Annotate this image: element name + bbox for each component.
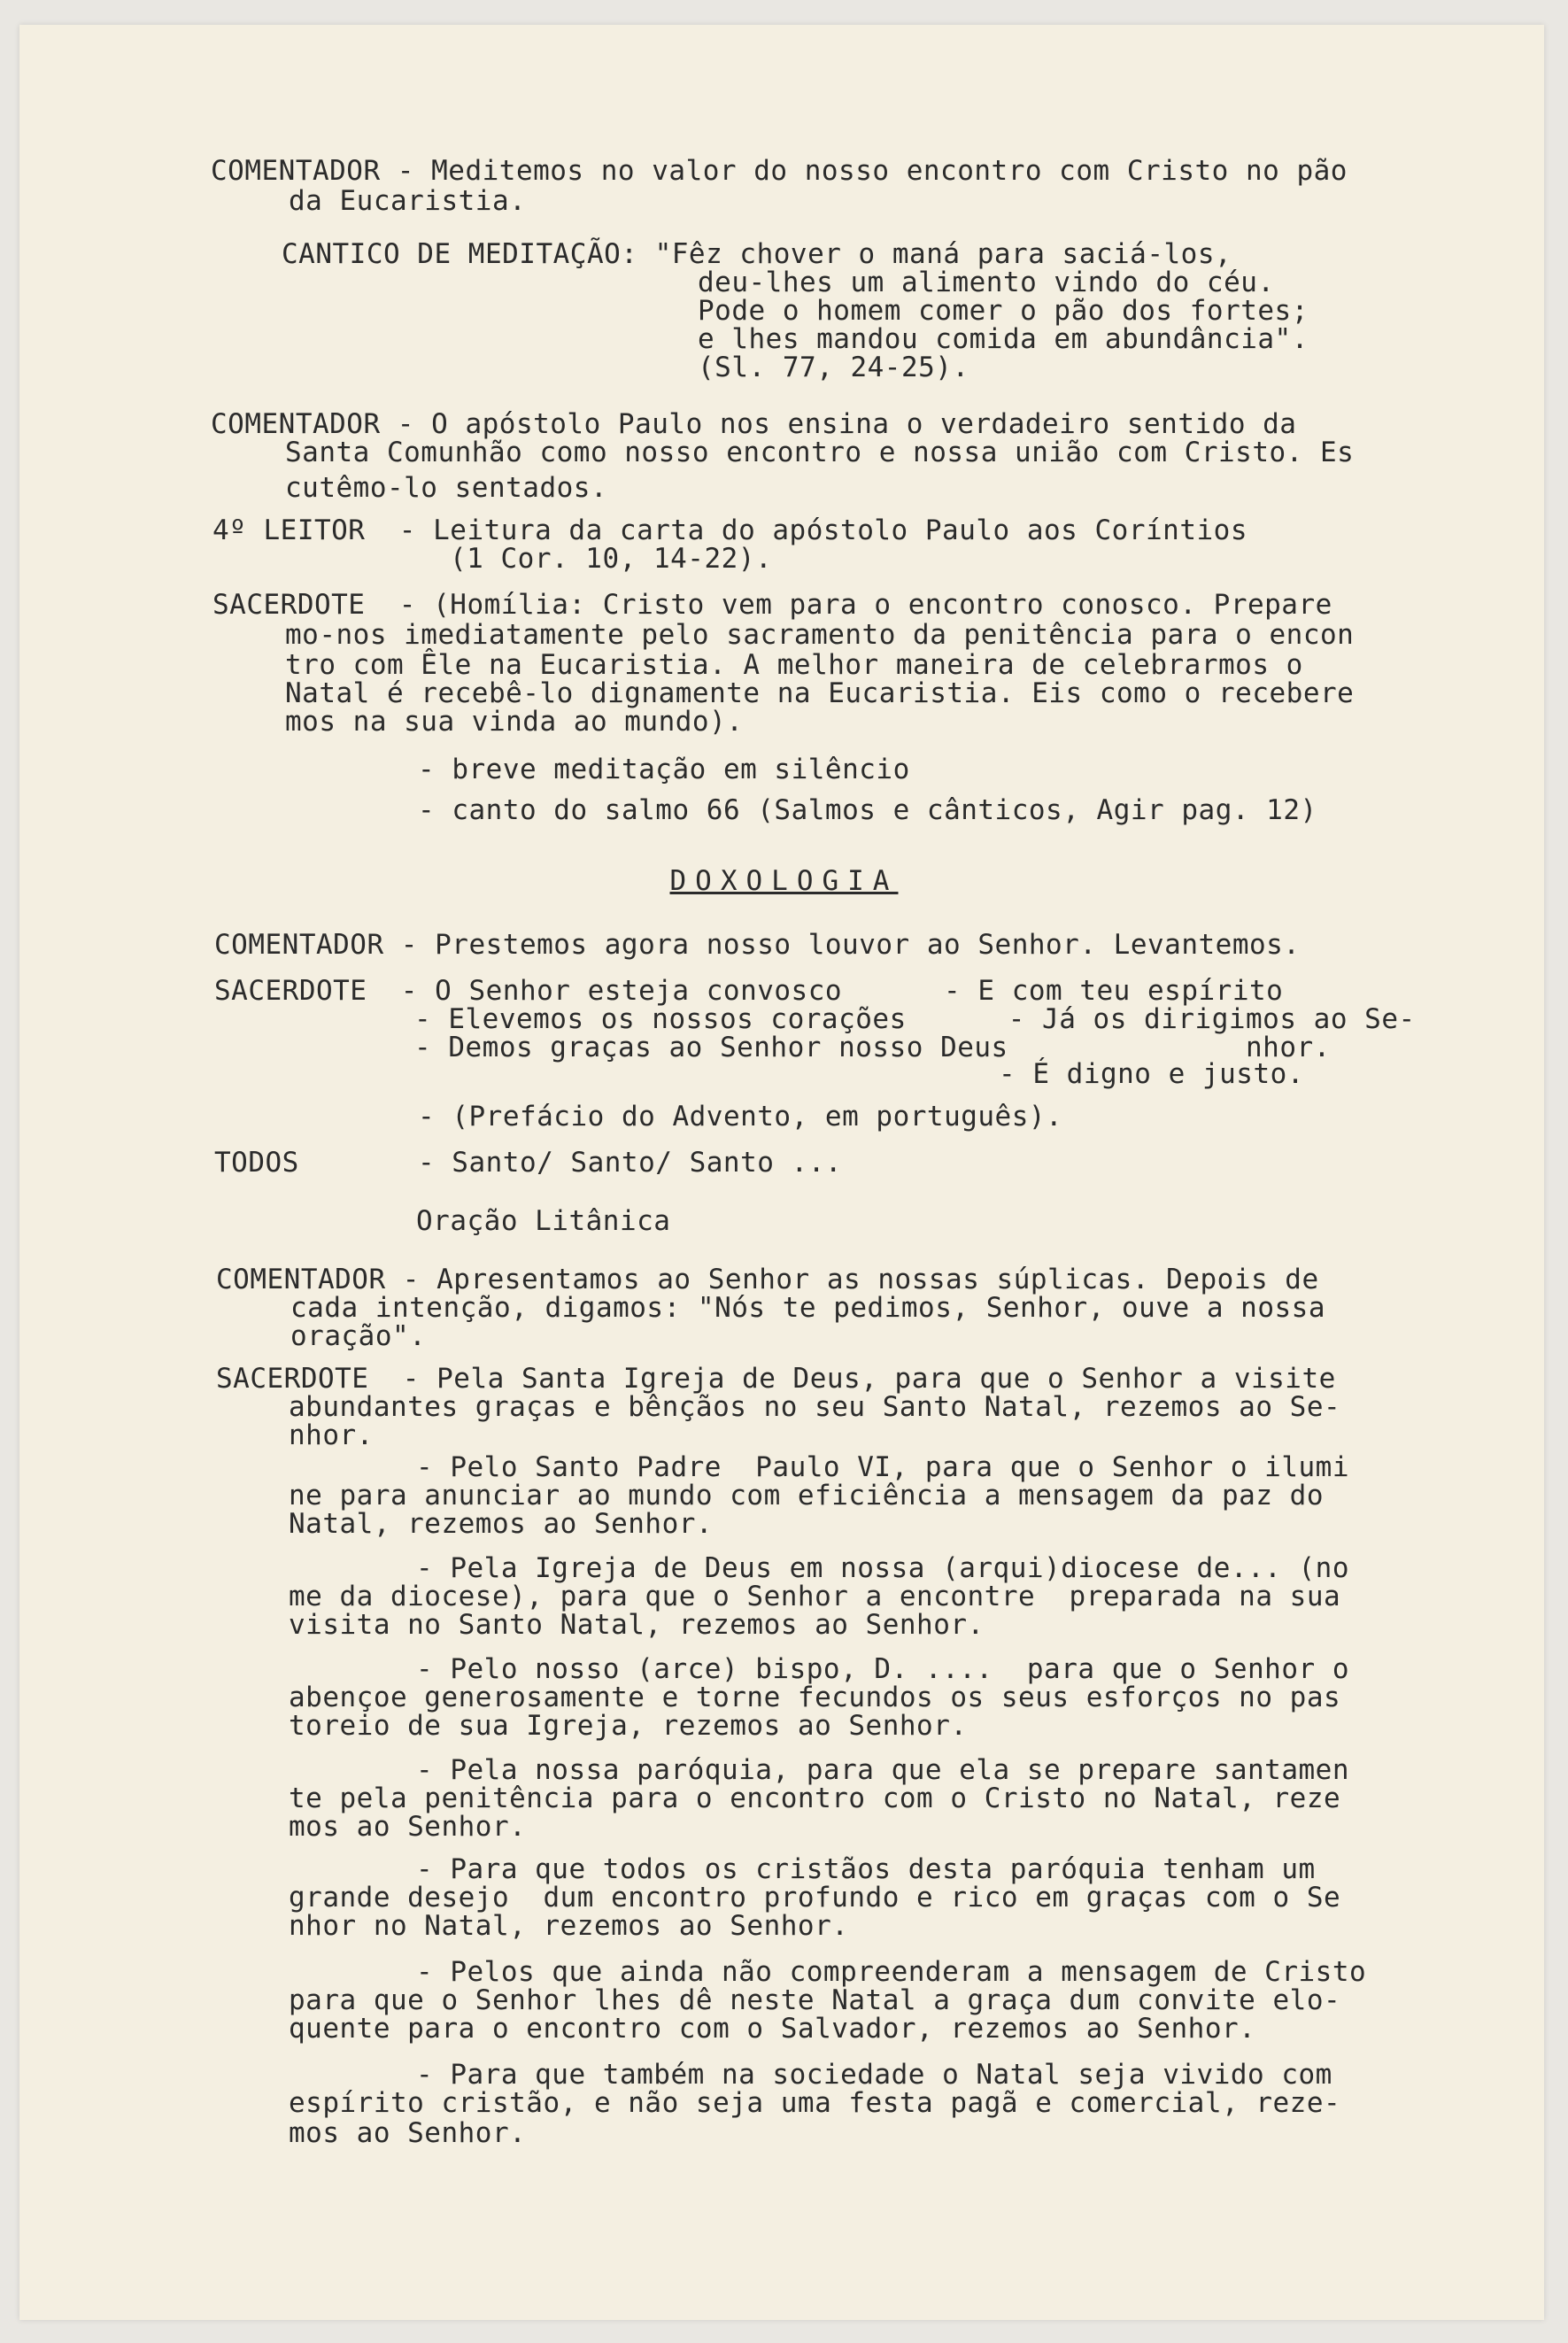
section-heading: DOXOLOGIA — [669, 865, 899, 897]
text-line: mos ao Senhor. — [289, 1811, 527, 1843]
text-line: nhor no Natal, rezemos ao Senhor. — [289, 1910, 849, 1942]
text-line: COMENTADOR - O apóstolo Paulo nos ensina o verdadeiro sentido da — [211, 408, 1297, 440]
text-line: nhor. — [289, 1419, 374, 1451]
text-line: te pela penitência para o encontro com o Cristo no Natal, reze — [289, 1782, 1341, 1814]
text-line: SACERDOTE - O Senhor esteja convosco - E com teu espírito — [214, 975, 1284, 1007]
text-line: tro com Êle na Eucaristia. A melhor maneira de celebrarmos o — [285, 649, 1303, 681]
text-line: COMENTADOR - Prestemos agora nosso louvor ao Senhor. Levantemos. — [214, 929, 1301, 961]
text-line: - Pela Igreja de Deus em nossa (arqui)diocese de... (no — [416, 1552, 1349, 1584]
text-line: espírito cristão, e não seja uma festa pagã e comercial, reze- — [289, 2087, 1341, 2119]
text-line: visita no Santo Natal, rezemos ao Senhor. — [289, 1609, 985, 1641]
text-line: para que o Senhor lhes dê neste Natal a graça dum convite elo- — [289, 1984, 1341, 2016]
text-line: COMENTADOR - Meditemos no valor do nosso encontro com Cristo no pão — [211, 155, 1348, 187]
text-line: (Sl. 77, 24-25). — [698, 352, 969, 383]
text-line: grande desejo dum encontro profundo e rico em graças com o Se — [289, 1882, 1341, 1914]
text-line: abençoe generosamente e torne fecundos os seus esforços no pas — [289, 1682, 1341, 1713]
text-line: deu-lhes um alimento vindo do céu. — [698, 267, 1275, 298]
text-line: COMENTADOR - Apresentamos ao Senhor as nossas súplicas. Depois de — [216, 1264, 1319, 1295]
text-line: 4º LEITOR - Leitura da carta do apóstolo Paulo aos Coríntios — [212, 514, 1247, 546]
text-line: - Pelos que ainda não compreenderam a mensagem de Cristo — [416, 1956, 1367, 1988]
text-line: cutêmo-lo sentados. — [285, 472, 608, 504]
text-line: - Pela nossa paróquia, para que ela se prepare santamen — [416, 1754, 1349, 1786]
text-line: - canto do salmo 66 (Salmos e cânticos, Agir pag. 12) — [418, 794, 1317, 826]
text-line: mos na sua vinda ao mundo). — [285, 706, 744, 738]
text-line: Pode o homem comer o pão dos fortes; — [698, 295, 1309, 327]
text-line: quente para o encontro com o Salvador, rezemos ao Senhor. — [289, 2013, 1256, 2045]
text-line: ne para anunciar ao mundo com eficiência a mensagem da paz do — [289, 1480, 1324, 1512]
text-line: Oração Litânica — [416, 1205, 671, 1237]
text-line: me da diocese), para que o Senhor a encontre preparada na sua — [289, 1581, 1341, 1612]
text-line: - Pelo nosso (arce) bispo, D. .... para que o Senhor o — [416, 1653, 1349, 1685]
text-line: - É digno e justo. — [999, 1058, 1304, 1090]
text-line: - Para que também na sociedade o Natal seja vivido com — [416, 2059, 1332, 2091]
text-line: cada intenção, digamos: "Nós te pedimos, Senhor, ouve a nossa — [290, 1292, 1325, 1324]
text-line: Natal é recebê-lo dignamente na Eucaristia. Eis como o recebere — [285, 677, 1355, 709]
text-line: Santa Comunhão como nosso encontro e nossa união com Cristo. Es — [285, 437, 1355, 468]
text-line: e lhes mandou comida em abundância". — [698, 323, 1309, 355]
text-line: da Eucaristia. — [289, 185, 527, 217]
text-line: CANTICO DE MEDITAÇÃO: "Fêz chover o maná para saciá-los, — [282, 238, 1232, 270]
text-line: toreio de sua Igreja, rezemos ao Senhor. — [289, 1710, 968, 1742]
text-line: SACERDOTE - Pela Santa Igreja de Deus, para que o Senhor a visite — [216, 1363, 1336, 1395]
text-line: abundantes graças e bênçãos no seu Santo Natal, rezemos ao Se- — [289, 1391, 1341, 1423]
text-line: mo-nos imediatamente pelo sacramento da penitência para o encon — [285, 619, 1355, 651]
text-line: oração". — [290, 1320, 427, 1352]
text-line: mos ao Senhor. — [289, 2117, 527, 2149]
text-line: Natal, rezemos ao Senhor. — [289, 1508, 714, 1540]
text-line: SACERDOTE - (Homília: Cristo vem para o encontro conosco. Prepare — [212, 589, 1332, 621]
text-line: - Elevemos os nossos corações - Já os dirigimos ao Se- — [414, 1003, 1416, 1035]
text-line: - Para que todos os cristãos desta paróquia tenham um — [416, 1853, 1316, 1885]
text-line: - breve meditação em silêncio — [418, 754, 910, 785]
text-line: - (Prefácio do Advento, em português). — [418, 1101, 1063, 1133]
text-line: - Pelo Santo Padre Paulo VI, para que o Senhor o ilumi — [416, 1451, 1349, 1483]
text-line: TODOS - Santo/ Santo/ Santo ... — [214, 1147, 843, 1179]
text-line: (1 Cor. 10, 14-22). — [450, 543, 773, 575]
text-line: - Demos graças ao Senhor nosso Deus nhor. — [414, 1032, 1331, 1063]
